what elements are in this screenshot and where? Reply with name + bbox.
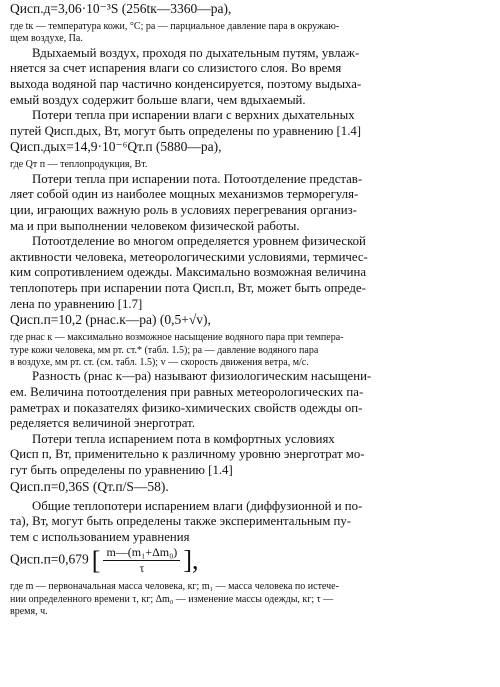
paragraph-line: путей Qисп.дых, Вт, могут быть определены по уравнению [1.4]	[10, 123, 362, 138]
equation-total-evaporation	[10, 545, 198, 576]
paragraph-line: ем. Величина потоотделения при равных метеорологических па-	[10, 385, 364, 399]
equation-sweat-max: Qисп.п=10,2 (pнас.к—pa) (0,5+√v),	[10, 312, 211, 328]
paragraph-line: выхода водяной пар частично конденсируется, поэтому выдыха-	[10, 77, 362, 91]
eq-lhs: Qисп.п=0,679	[10, 551, 89, 567]
footnote-line: время, ч.	[10, 606, 48, 618]
paragraph-line: Потоотделение во многом определяется уровнем физической	[32, 234, 366, 249]
equation-skin-evaporation: Qисп.д=3,06·10⁻³S (256tк—3360—pa),	[10, 1, 232, 16]
paragraph-line: гут быть определены по уравнению [1.4]	[10, 463, 233, 477]
footnote-line: где pнас к — максимально возможное насыщение водяного пара при темпера-	[10, 332, 344, 344]
bracket-open: [	[91, 545, 101, 575]
eq-numerator: m—(m₁+Δm₀)	[103, 545, 180, 561]
bracket-close: ],	[183, 545, 199, 575]
paragraph-line: Разность (pнас к—pa) называют физиологическим насыщени-	[32, 369, 372, 384]
paragraph-line: ределяется величиной энерготрат.	[10, 416, 195, 431]
footnote-line: где Qт п — теплопродукция, Вт.	[10, 159, 148, 171]
paragraph-line: Вдыхаемый воздух, проходя по дыхательным путям, увлаж-	[32, 45, 360, 60]
footnote-line: где tк — температура кожи, °C; pa — парциальное давление пара в окружаю-	[10, 21, 340, 32]
paragraph-line: тем с использованием уравнения	[10, 529, 190, 544]
paragraph-line: теплопотерь при испарении пота Qисп.п, Вт, может быть опреде-	[10, 281, 366, 295]
paragraph-line: Qисп п, Вт, применительно к различному уровню энерготрат мо-	[10, 447, 365, 462]
paragraph-line: Потери тепла при испарении влаги с верхних дыхательных	[32, 108, 355, 123]
footnote-line: туре кожи человека, мм рт. ст.* (табл. 1.5); pa — давление водяного пара	[10, 344, 319, 356]
paragraph-line: Потери тепла испарением пота в комфортных условиях	[32, 431, 335, 446]
paragraph-line: активности человека, метеорологическими условиями, термичес-	[10, 249, 368, 264]
equation-sweat-comfort: Qисп.п=0,36S (Qт.п/S—58).	[10, 478, 169, 494]
paragraph-line: емый воздух содержит больше влаги, чем вдыхаемый.	[10, 92, 306, 107]
paragraph-line: ким сопротивлением одежды. Максимально возможная величина	[10, 265, 367, 280]
footnote-line: в воздухе, мм рт. ст. (см. табл. 1.5); v — скорость движения ветра, м/с.	[10, 357, 309, 368]
paragraph-line: раметрах и показателях физико-химических свойств одежды оп-	[10, 400, 363, 415]
footnote-line: где m — первоначальная масса человека, кг; m₁ — масса человека по истече-	[10, 581, 339, 593]
eq-denominator: τ	[139, 561, 145, 576]
footnote-line: нии определенного времени τ, кг; Δm₀ — изменение массы одежды, кг; τ —	[10, 593, 334, 605]
paragraph-line: та), Вт, могут быть определены также экспериментальным пу-	[10, 514, 352, 529]
footnote-line: щем воздухе, Па.	[10, 33, 83, 45]
paragraph-line: лена по уравнению [1.7]	[10, 296, 143, 311]
paragraph-line: Общие теплопотери испарением влаги (диффузионной и по-	[32, 498, 363, 513]
paragraph-line: ции, играющих важную роль в условиях перегревания организ-	[10, 203, 357, 217]
section-heading-line: Потери тепла при испарении пота. Потоотделение представ-	[32, 171, 363, 186]
paragraph-line: ляет собой один из наиболее мощных механизмов терморегуля-	[10, 187, 359, 202]
equation-respiratory: Qисп.дых=14,9·10⁻⁶Qт.п (5880—pa),	[10, 139, 222, 155]
paragraph-line: ма и при выполнении человеком физической работы.	[10, 218, 300, 233]
paragraph-line: няется за счет испарения влаги со слизистого слоя. Во время	[10, 61, 342, 76]
